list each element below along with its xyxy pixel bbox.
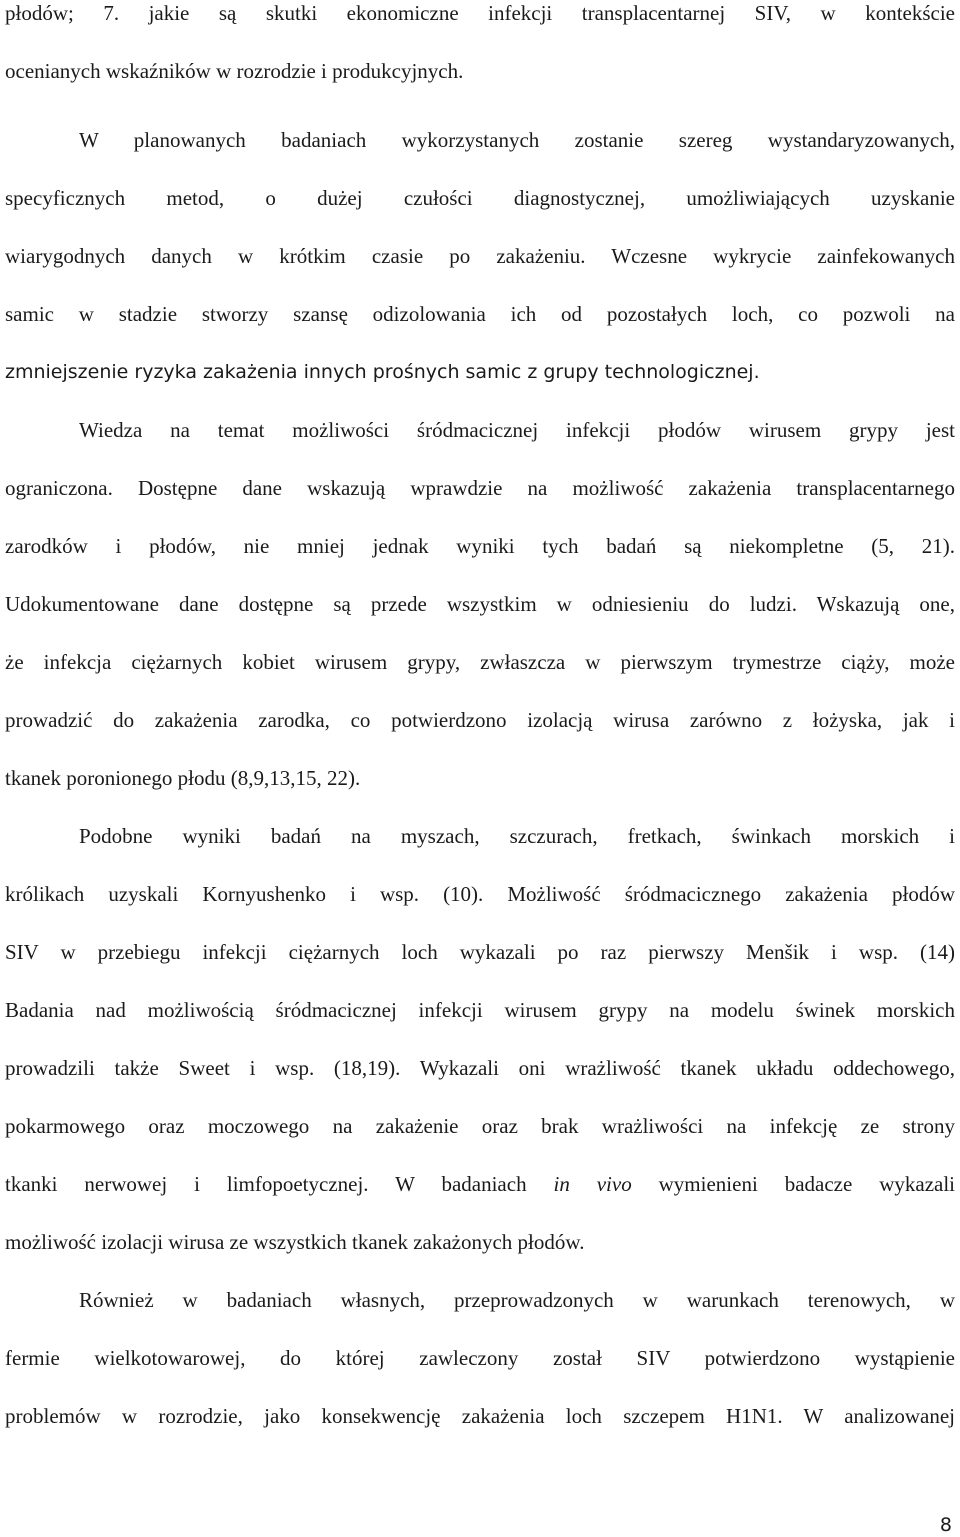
text-span: pokarmowego oraz moczowego na zakażenie oraz brak wrażliwości na infekcję ze strony [5, 1114, 955, 1138]
text-line [5, 355, 955, 389]
italic-term: in vivo [553, 1172, 632, 1196]
text-line [5, 181, 955, 215]
text-line [5, 471, 955, 505]
text-span: zmniejszenie ryzyka zakażenia innych prośnych samic z grupy technologicznej. [5, 361, 760, 383]
text-line [5, 1399, 955, 1433]
text-line [79, 123, 955, 157]
text-span: W planowanych badaniach wykorzystanych zostanie szereg wystandaryzowanych, [79, 128, 955, 152]
text-span: Wiedza na temat możliwości śródmacicznej infekcji płodów wirusem grypy jest [79, 418, 955, 442]
text-span: Również w badaniach własnych, przeprowadzonych w warunkach terenowych, w [79, 1288, 955, 1312]
text-line [5, 761, 955, 795]
text-span: prowadzili także Sweet i wsp. (18,19). Wykazali oni wrażliwość tkanek układu oddechowego, [5, 1056, 955, 1080]
text-span: królikach uzyskali Kornyushenko i wsp. (10). Możliwość śródmacicznego zakażenia płodów [5, 882, 955, 906]
text-line [5, 54, 955, 88]
text-span: wymienieni badacze wykazali [631, 1172, 955, 1196]
text-line [5, 877, 955, 911]
page-number: 8 [939, 1514, 952, 1536]
text-span: że infekcja ciężarnych kobiet wirusem grypy, zwłaszcza w pierwszym trymestrze ciąży, może [5, 650, 955, 674]
text-line [5, 1225, 955, 1259]
text-span: zarodków i płodów, nie mniej jednak wyniki tych badań są niekompletne (5, 21). [5, 534, 955, 558]
text-span: SIV w przebiegu infekcji ciężarnych loch wykazali po raz pierwszy Menšik i wsp. (14) [5, 940, 955, 964]
text-span: Badania nad możliwością śródmacicznej infekcji wirusem grypy na modelu świnek morskich [5, 998, 955, 1022]
text-line [5, 1167, 955, 1201]
text-span: tkanki nerwowej i limfopoetycznej. W badaniach [5, 1172, 554, 1196]
text-line [5, 587, 955, 621]
text-span: możliwość izolacji wirusa ze wszystkich tkanek zakażonych płodów. [5, 1230, 585, 1254]
text-span: Wczesne wykrycie zainfekowanych [585, 244, 955, 268]
text-line [5, 1341, 955, 1375]
text-line [5, 297, 955, 331]
text-span: problemów w rozrodzie, jako konsekwencję zakażenia loch szczepem H1N1. W analizowanej [5, 1404, 955, 1428]
text-span: płodów; 7. jakie są skutki ekonomiczne infekcji transplacentarnej SIV, w kontekście [5, 1, 955, 25]
text-span: specyficznych metod, o dużej czułości diagnostycznej, umożliwiających uzyskanie [5, 186, 955, 210]
text-span: prowadzić do zakażenia zarodka, co potwierdzono izolacją wirusa zarówno z łożyska, jak i [5, 708, 955, 732]
text-span: Udokumentowane dane dostępne są przede wszystkim w odniesieniu do ludzi. Wskazują one, [5, 592, 955, 616]
text-span: samic w stadzie stworzy szansę odizolowania ich od pozostałych loch, co pozwoli na [5, 302, 955, 326]
text-span: tkanek poronionego płodu (8,9,13,15, 22). [5, 766, 361, 790]
text-line [5, 703, 955, 737]
text-span: wiarygodnych danych w krótkim czasie po zakażeniu. [5, 244, 586, 268]
text-line [79, 413, 955, 447]
text-span: Podobne wyniki badań na myszach, szczurach, fretkach, świnkach morskich i [79, 824, 955, 848]
text-line [79, 1283, 955, 1317]
text-line [5, 529, 955, 563]
text-span: ocenianych wskaźników w rozrodzie i produkcyjnych. [5, 59, 464, 83]
text-line [5, 645, 955, 679]
text-line [5, 1109, 955, 1143]
text-line [5, 0, 955, 30]
text-line [5, 1051, 955, 1085]
text-span: ograniczona. Dostępne dane wskazują wprawdzie na możliwość zakażenia transplacentarnego [5, 476, 955, 500]
text-span: fermie wielkotowarowej, do której zawleczony został SIV potwierdzono wystąpienie [5, 1346, 955, 1370]
text-line [79, 819, 955, 853]
text-line [5, 993, 955, 1027]
text-line [5, 935, 955, 969]
text-line [5, 239, 955, 273]
